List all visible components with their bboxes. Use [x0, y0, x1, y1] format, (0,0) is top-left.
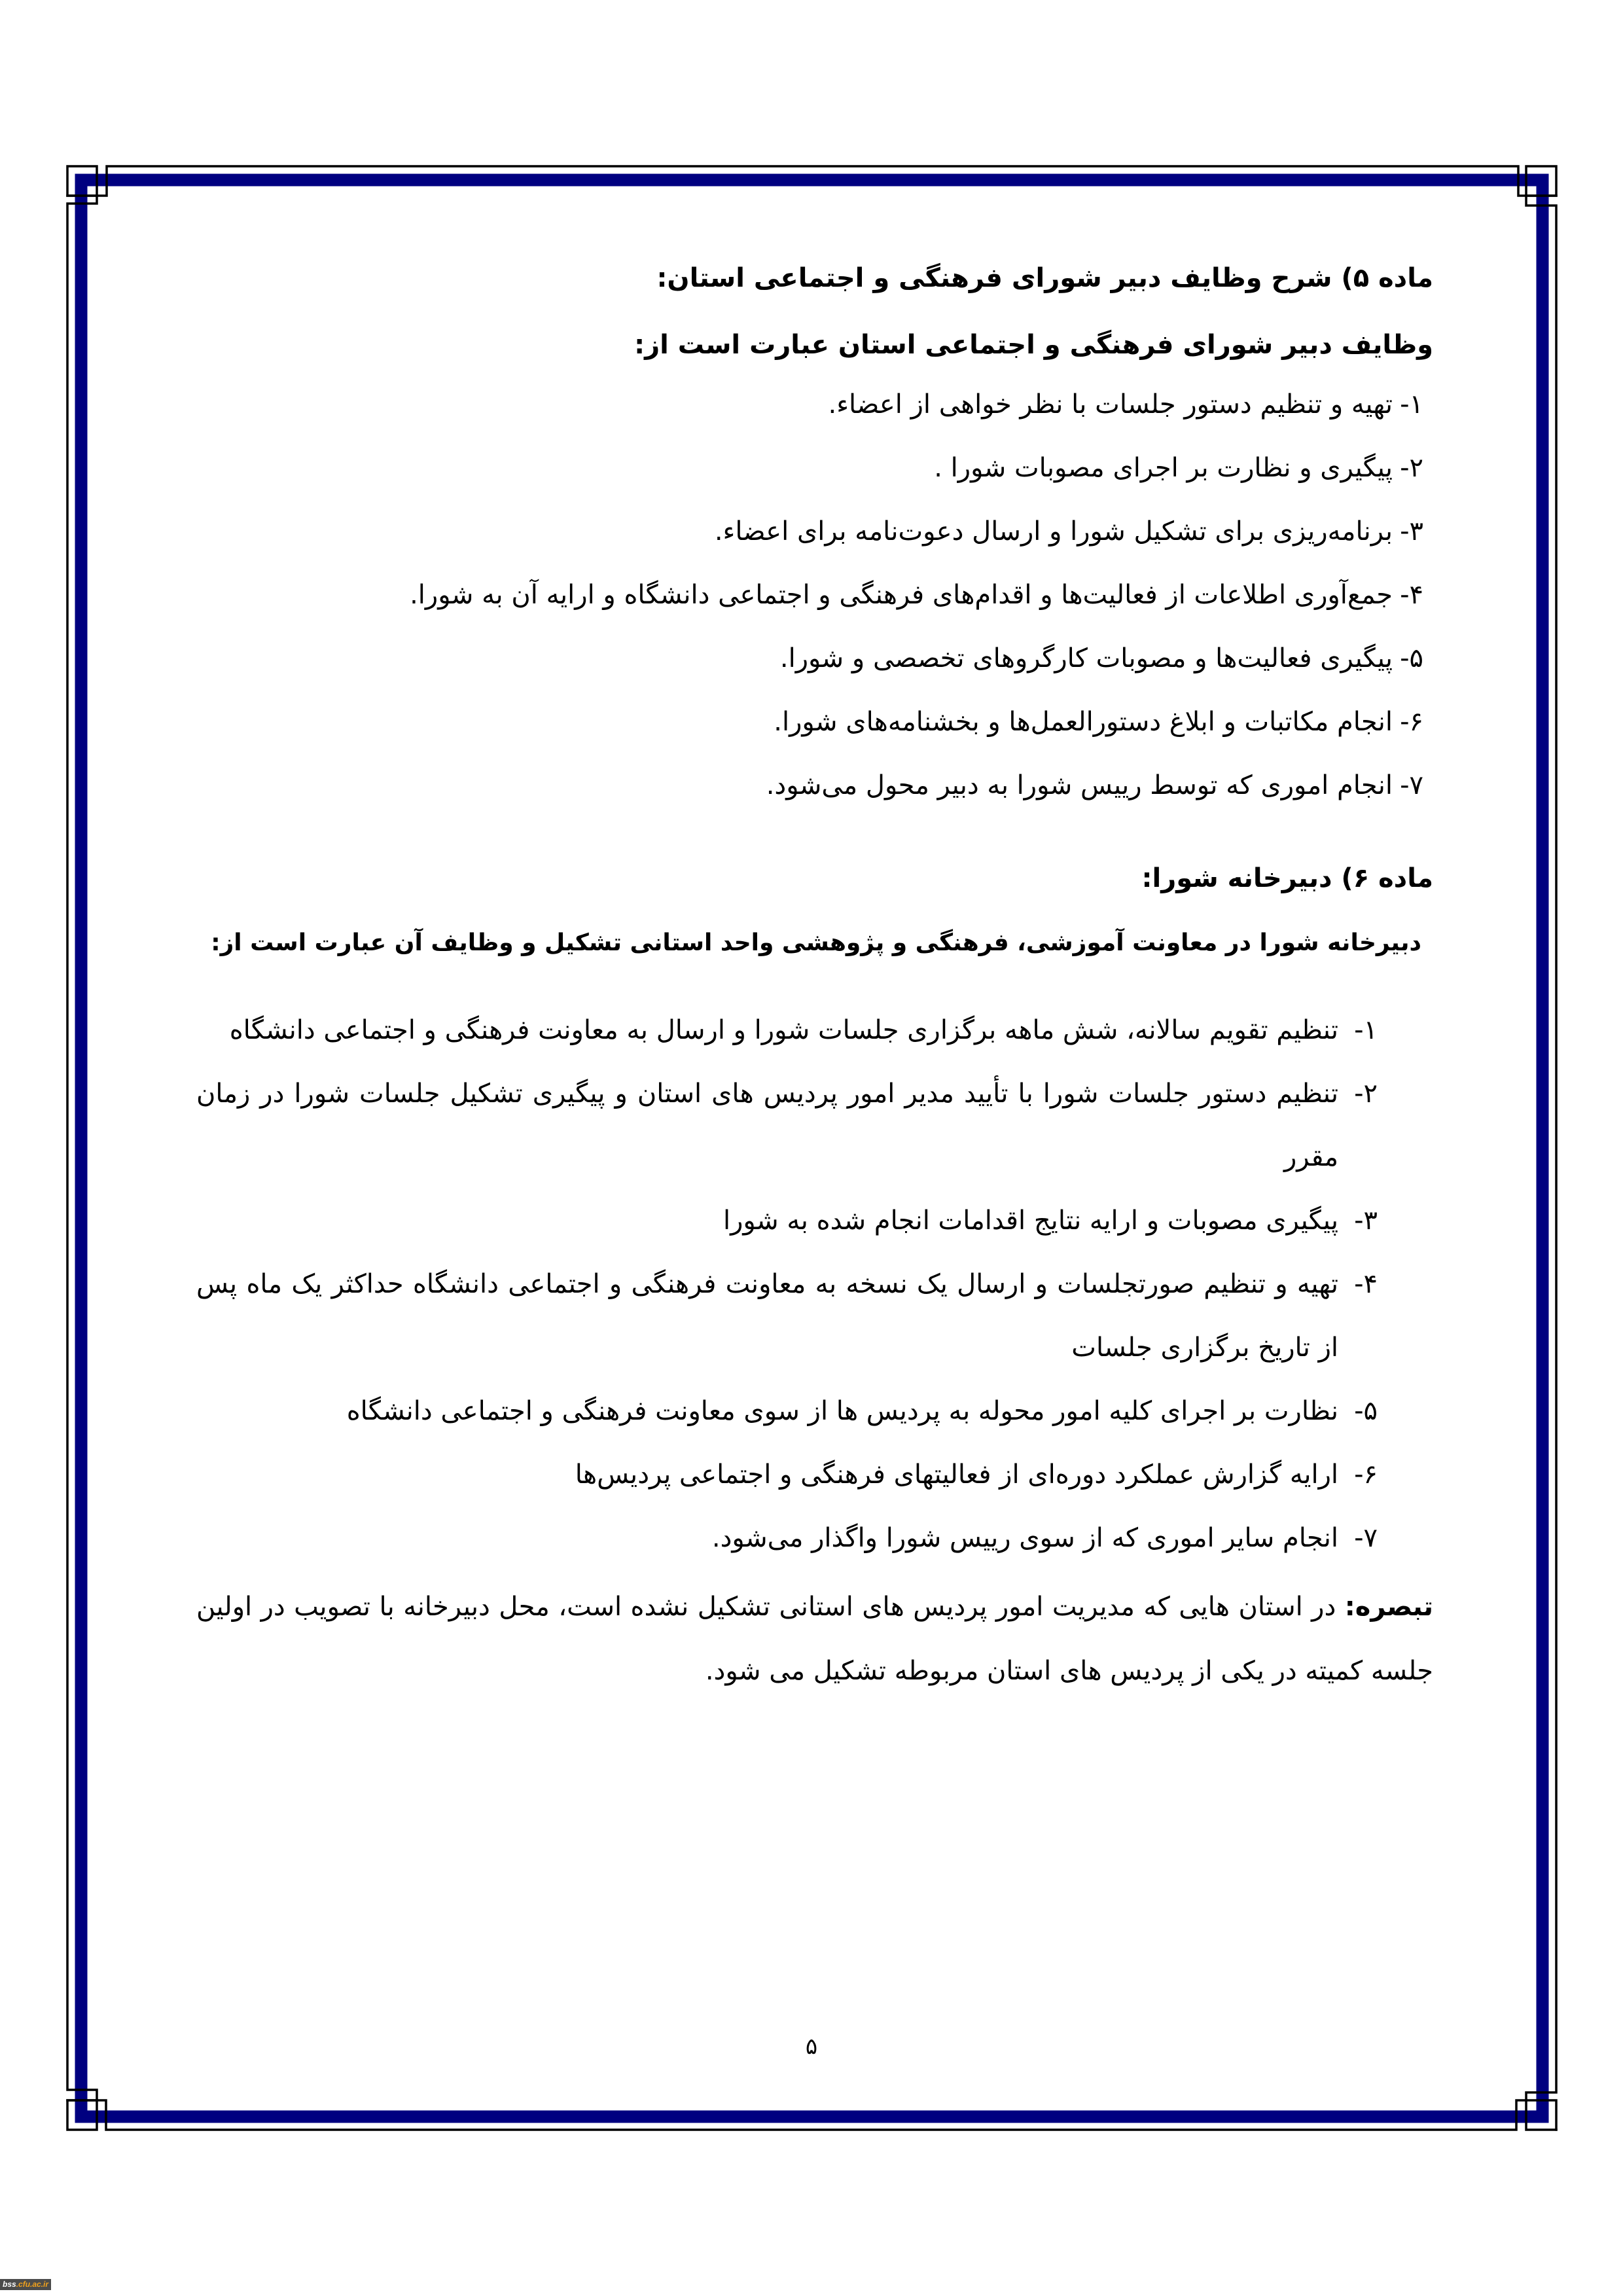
item-number: ۴- — [1354, 1269, 1378, 1299]
item-text: جمع‌آوری اطلاعات از فعالیت‌ها و اقدام‌های فرهنگی و اجتماعی دانشگاه و ارایه آن به شورا. — [410, 580, 1393, 610]
item-text: نظارت بر اجرای کلیه امور محوله به پردیس ها از سوی معاونت فرهنگی و اجتماعی دانشگاه — [346, 1396, 1338, 1426]
article-6-intro: دبیرخانه شورا در معاونت آموزشی، فرهنگی و پژوهشی واحد استانی تشکیل و وظایف آن عبارت است از: — [211, 929, 1421, 956]
watermark-domain: .cfu.ac.ir — [16, 2280, 49, 2289]
list-item — [196, 437, 1423, 500]
item-text: پیگیری مصوبات و ارایه نتایج اقدامات انجام شده به شورا — [723, 1206, 1338, 1236]
item-number: ۲- — [1354, 1079, 1378, 1109]
list-item — [196, 691, 1423, 754]
item-number: ۷- — [1400, 770, 1423, 800]
article-6-heading: ماده ۶) دبیرخانه شورا: — [1141, 863, 1433, 893]
page-number: ۵ — [805, 2034, 818, 2060]
item-text: پیگیری فعالیت‌ها و مصوبات کارگروهای تخصصی و شورا. — [779, 643, 1393, 673]
item-text: انجام سایر اموری که از سوی رییس شورا واگذار می‌شود. — [711, 1523, 1338, 1553]
item-text: انجام اموری که توسط رییس شورا به دبیر محول می‌شود. — [766, 770, 1393, 800]
item-text: برنامه‌ریزی برای تشکیل شورا و ارسال دعوت‌نامه برای اعضاء. — [714, 516, 1393, 547]
item-number: ۷- — [1354, 1523, 1378, 1553]
list-item — [196, 1189, 1378, 1253]
watermark-badge — [0, 2279, 51, 2290]
note-paragraph — [196, 1575, 1433, 1703]
article-5-heading: ماده ۵) شرح وظایف دبیر شورای فرهنگی و اجتماعی استان: — [656, 263, 1433, 293]
list-item — [196, 1380, 1378, 1443]
item-number: ۶- — [1354, 1460, 1378, 1490]
item-number: ۶- — [1400, 707, 1423, 737]
item-text: تهیه و تنظیم صورتجلسات و ارسال یک نسخه به معاونت فرهنگی و اجتماعی دانشگاه حداکثر یک ماه پس از تاریخ برگزاری جلسات — [196, 1269, 1338, 1363]
item-number: ۴- — [1400, 580, 1423, 610]
article-6-duties-list — [196, 999, 1378, 1570]
item-text: تنظیم تقویم سالانه، شش ماهه برگزاری جلسات شورا و ارسال به معاونت فرهنگی و اجتماعی دانشگاه — [229, 1015, 1338, 1045]
list-item — [196, 627, 1423, 691]
item-number: ۳- — [1354, 1206, 1378, 1236]
note-text: در استان هایی که مدیریت امور پردیس های استانی تشکیل نشده است، محل دبیرخانه با تصویب در اولین جلسه کمیته در یکی از پردیس های استان مربوطه تشکیل می شود. — [196, 1592, 1433, 1686]
watermark-site: bss — [3, 2280, 16, 2289]
list-item — [196, 1443, 1378, 1507]
list-item — [196, 1253, 1378, 1380]
article-5-intro: وظایف دبیر شورای فرهنگی و اجتماعی استان عبارت است از: — [634, 330, 1433, 360]
item-text: تنظیم دستور جلسات شورا با تأیید مدیر امور پردیس های استان و پیگیری تشکیل جلسات شورا در زمان مقرر — [196, 1079, 1338, 1172]
list-item — [196, 754, 1423, 817]
item-text: ارایه گزارش عملکرد دوره‌ای از فعالیتهای فرهنگی و اجتماعی پردیس‌ها — [575, 1460, 1338, 1490]
item-number: ۳- — [1400, 516, 1423, 547]
article-5-duties-list — [196, 373, 1423, 817]
item-text: انجام مکاتبات و ابلاغ دستورالعمل‌ها و بخشنامه‌های شورا. — [774, 707, 1393, 737]
list-item — [196, 500, 1423, 564]
list-item — [196, 1062, 1378, 1189]
list-item — [196, 999, 1378, 1062]
item-number: ۱- — [1354, 1015, 1378, 1045]
list-item — [196, 1507, 1378, 1570]
list-item — [196, 564, 1423, 627]
item-number: ۱- — [1400, 389, 1423, 420]
note-label: تبصره: — [1344, 1592, 1433, 1622]
item-number: ۵- — [1354, 1396, 1378, 1426]
item-text: پیگیری و نظارت بر اجرای مصوبات شورا . — [934, 453, 1393, 483]
item-number: ۲- — [1400, 453, 1423, 483]
list-item — [196, 373, 1423, 437]
item-number: ۵- — [1400, 643, 1423, 673]
item-text: تهیه و تنظیم دستور جلسات با نظر خواهی از اعضاء. — [828, 389, 1393, 420]
